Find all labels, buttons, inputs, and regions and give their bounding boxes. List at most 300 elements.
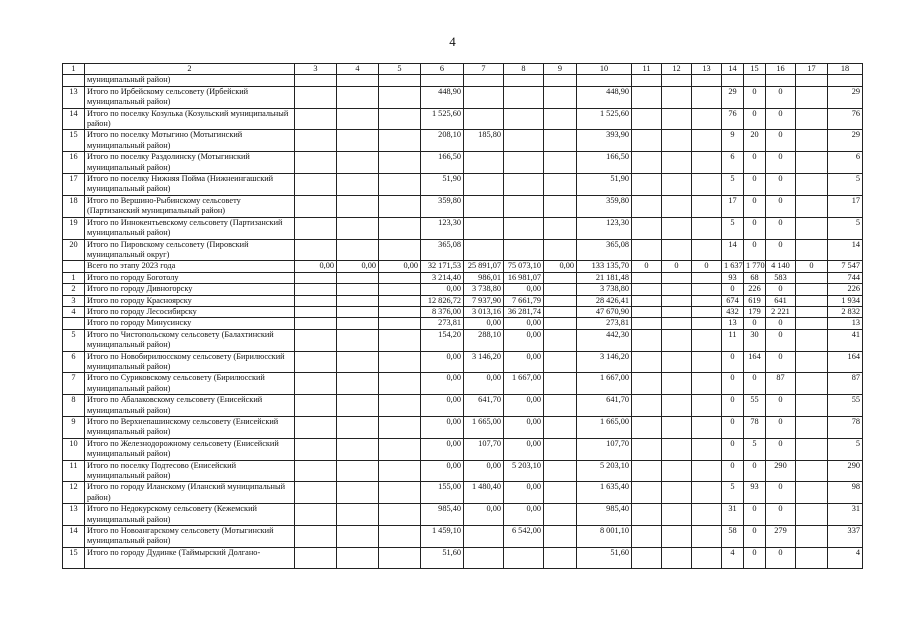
row-number — [63, 318, 85, 329]
cell-c18: 17 — [828, 195, 863, 217]
cell-c17 — [796, 351, 828, 373]
cell-c12 — [662, 75, 692, 86]
row-name: Итого по поселку Мотыгино (Мотыгинский муниципальный район) — [85, 130, 295, 152]
cell-c7: 0,00 — [464, 373, 504, 395]
cell-c4 — [337, 86, 379, 108]
cell-c6: 0,00 — [421, 438, 464, 460]
cell-c11 — [632, 152, 662, 174]
column-header: 10 — [577, 64, 632, 75]
cell-c16: 0 — [766, 217, 796, 239]
table-row — [63, 152, 863, 174]
cell-c10: 1 667,00 — [577, 373, 632, 395]
row-name: муниципальный район) — [85, 75, 295, 86]
cell-c17 — [796, 417, 828, 439]
row-number — [63, 261, 85, 272]
row-number: 4 — [63, 306, 85, 317]
table-row — [63, 482, 863, 504]
cell-c13 — [692, 373, 722, 395]
cell-c17 — [796, 329, 828, 351]
cell-c15: 0 — [744, 504, 766, 526]
cell-c4 — [337, 438, 379, 460]
cell-c9 — [544, 295, 577, 306]
cell-c7: 3 146,20 — [464, 351, 504, 373]
cell-c7: 1 480,40 — [464, 482, 504, 504]
row-name: Итого по Абалаковскому сельсовету (Енисейский муниципальный район) — [85, 395, 295, 417]
cell-c16: 0 — [766, 351, 796, 373]
cell-c16: 279 — [766, 526, 796, 548]
table-row — [63, 75, 863, 86]
cell-c7: 3 013,16 — [464, 306, 504, 317]
table-row — [63, 395, 863, 417]
cell-c10: 448,90 — [577, 86, 632, 108]
cell-c18: 76 — [828, 108, 863, 130]
cell-c11 — [632, 438, 662, 460]
cell-c11 — [632, 417, 662, 439]
cell-c12 — [662, 438, 692, 460]
cell-c12 — [662, 547, 692, 568]
table-row — [63, 195, 863, 217]
cell-c7 — [464, 217, 504, 239]
cell-c16: 2 221 — [766, 306, 796, 317]
cell-c13 — [692, 318, 722, 329]
cell-c6: 32 171,53 — [421, 261, 464, 272]
cell-c3 — [295, 239, 337, 261]
cell-c12 — [662, 482, 692, 504]
cell-c12 — [662, 217, 692, 239]
cell-c4 — [337, 329, 379, 351]
cell-c4 — [337, 351, 379, 373]
cell-c16: 0 — [766, 329, 796, 351]
cell-c10: 51,60 — [577, 547, 632, 568]
cell-c6: 1 459,10 — [421, 526, 464, 548]
cell-c5 — [379, 75, 421, 86]
table-row — [63, 284, 863, 295]
cell-c5 — [379, 438, 421, 460]
cell-c15: 93 — [744, 482, 766, 504]
cell-c13 — [692, 239, 722, 261]
cell-c10: 359,80 — [577, 195, 632, 217]
cell-c14: 5 — [722, 217, 744, 239]
cell-c4 — [337, 239, 379, 261]
table-row — [63, 239, 863, 261]
cell-c14: 58 — [722, 526, 744, 548]
cell-c9 — [544, 217, 577, 239]
cell-c8: 0,00 — [504, 504, 544, 526]
cell-c5: 0,00 — [379, 261, 421, 272]
cell-c15: 78 — [744, 417, 766, 439]
cell-c11 — [632, 86, 662, 108]
cell-c14: 0 — [722, 373, 744, 395]
cell-c16: 0 — [766, 417, 796, 439]
cell-c5 — [379, 174, 421, 196]
cell-c18: 87 — [828, 373, 863, 395]
cell-c11 — [632, 395, 662, 417]
column-header: 1 — [63, 64, 85, 75]
cell-c13 — [692, 417, 722, 439]
table-row — [63, 504, 863, 526]
row-name: Итого по городу Красноярску — [85, 295, 295, 306]
column-header: 8 — [504, 64, 544, 75]
cell-c4 — [337, 306, 379, 317]
cell-c8: 0,00 — [504, 329, 544, 351]
page-number: 4 — [449, 34, 456, 49]
cell-c12 — [662, 318, 692, 329]
cell-c3 — [295, 329, 337, 351]
cell-c9 — [544, 284, 577, 295]
table-row — [63, 318, 863, 329]
cell-c8 — [504, 108, 544, 130]
row-number: 10 — [63, 438, 85, 460]
cell-c7: 0,00 — [464, 504, 504, 526]
cell-c18: 29 — [828, 86, 863, 108]
cell-c5 — [379, 482, 421, 504]
cell-c9 — [544, 373, 577, 395]
cell-c11 — [632, 108, 662, 130]
cell-c14 — [722, 75, 744, 86]
cell-c5 — [379, 395, 421, 417]
cell-c16: 0 — [766, 239, 796, 261]
cell-c8: 7 661,79 — [504, 295, 544, 306]
cell-c5 — [379, 272, 421, 283]
cell-c7 — [464, 75, 504, 86]
cell-c15: 0 — [744, 195, 766, 217]
cell-c14: 0 — [722, 284, 744, 295]
cell-c17 — [796, 438, 828, 460]
cell-c8 — [504, 86, 544, 108]
cell-c18: 337 — [828, 526, 863, 548]
cell-c13 — [692, 195, 722, 217]
cell-c15: 0 — [744, 86, 766, 108]
row-name: Итого по городу Минусинску — [85, 318, 295, 329]
cell-c17 — [796, 195, 828, 217]
table-row — [63, 460, 863, 482]
cell-c5 — [379, 306, 421, 317]
cell-c16: 0 — [766, 482, 796, 504]
cell-c18: 13 — [828, 318, 863, 329]
cell-c15: 0 — [744, 239, 766, 261]
cell-c13 — [692, 351, 722, 373]
column-header: 16 — [766, 64, 796, 75]
cell-c8 — [504, 130, 544, 152]
cell-c10: 393,90 — [577, 130, 632, 152]
cell-c8: 0,00 — [504, 284, 544, 295]
cell-c5 — [379, 108, 421, 130]
cell-c13 — [692, 504, 722, 526]
cell-c10: 442,30 — [577, 329, 632, 351]
row-name: Итого по Верхнепашинскому сельсовету (Енисейский муниципальный район) — [85, 417, 295, 439]
cell-c12 — [662, 174, 692, 196]
cell-c6: 359,80 — [421, 195, 464, 217]
cell-c6: 51,60 — [421, 547, 464, 568]
cell-c4 — [337, 504, 379, 526]
row-name: Итого по городу Лесосибирску — [85, 306, 295, 317]
cell-c6: 3 214,40 — [421, 272, 464, 283]
cell-c15: 5 — [744, 438, 766, 460]
row-name: Итого по Суриковскому сельсовету (Бирилюсский муниципальный район) — [85, 373, 295, 395]
cell-c11 — [632, 547, 662, 568]
cell-c18: 5 — [828, 438, 863, 460]
cell-c15: 0 — [744, 217, 766, 239]
row-number: 11 — [63, 460, 85, 482]
row-number: 18 — [63, 195, 85, 217]
row-name: Итого по Новоангарскому сельсовету (Мотыгинский муниципальный район) — [85, 526, 295, 548]
cell-c6: 985,40 — [421, 504, 464, 526]
cell-c7: 185,80 — [464, 130, 504, 152]
cell-c3 — [295, 373, 337, 395]
cell-c8: 0,00 — [504, 395, 544, 417]
cell-c9 — [544, 130, 577, 152]
cell-c12 — [662, 504, 692, 526]
cell-c14: 93 — [722, 272, 744, 283]
cell-c9 — [544, 195, 577, 217]
header-row — [63, 64, 863, 75]
row-number: 6 — [63, 351, 85, 373]
cell-c7 — [464, 526, 504, 548]
cell-c6: 8 376,00 — [421, 306, 464, 317]
row-name: Итого по Новобирилюсскому сельсовету (Бирилюсский муниципальный район) — [85, 351, 295, 373]
cell-c14: 5 — [722, 482, 744, 504]
row-number: 16 — [63, 152, 85, 174]
row-number: 14 — [63, 108, 85, 130]
cell-c8 — [504, 239, 544, 261]
row-name: Итого по городу Дудинке (Таймырский Долгано- — [85, 547, 295, 568]
cell-c16: 0 — [766, 547, 796, 568]
cell-c9 — [544, 239, 577, 261]
cell-c9 — [544, 75, 577, 86]
cell-c4 — [337, 460, 379, 482]
cell-c17 — [796, 130, 828, 152]
cell-c18: 290 — [828, 460, 863, 482]
cell-c12 — [662, 86, 692, 108]
cell-c16: 583 — [766, 272, 796, 283]
cell-c7: 0,00 — [464, 460, 504, 482]
cell-c3 — [295, 272, 337, 283]
cell-c9 — [544, 108, 577, 130]
cell-c8: 75 073,10 — [504, 261, 544, 272]
cell-c13 — [692, 108, 722, 130]
cell-c17 — [796, 284, 828, 295]
cell-c7: 7 937,90 — [464, 295, 504, 306]
table-row — [63, 438, 863, 460]
cell-c7: 0,00 — [464, 318, 504, 329]
cell-c7: 3 738,80 — [464, 284, 504, 295]
cell-c9: 0,00 — [544, 261, 577, 272]
cell-c14: 0 — [722, 460, 744, 482]
cell-c13 — [692, 295, 722, 306]
cell-c15: 0 — [744, 152, 766, 174]
column-header: 14 — [722, 64, 744, 75]
cell-c12 — [662, 417, 692, 439]
cell-c15: 55 — [744, 395, 766, 417]
row-number — [63, 75, 85, 86]
cell-c14: 0 — [722, 351, 744, 373]
cell-c4 — [337, 417, 379, 439]
cell-c3 — [295, 417, 337, 439]
cell-c6: 0,00 — [421, 417, 464, 439]
cell-c3 — [295, 547, 337, 568]
cell-c4 — [337, 547, 379, 568]
cell-c14: 0 — [722, 438, 744, 460]
cell-c15: 179 — [744, 306, 766, 317]
cell-c12 — [662, 239, 692, 261]
cell-c17 — [796, 318, 828, 329]
cell-c3 — [295, 195, 337, 217]
table-row — [63, 417, 863, 439]
cell-c9 — [544, 395, 577, 417]
cell-c17 — [796, 526, 828, 548]
row-number: 15 — [63, 130, 85, 152]
cell-c16: 0 — [766, 195, 796, 217]
cell-c14: 0 — [722, 417, 744, 439]
table-row — [63, 272, 863, 283]
cell-c6: 273,81 — [421, 318, 464, 329]
cell-c6: 123,30 — [421, 217, 464, 239]
cell-c13 — [692, 174, 722, 196]
cell-c8 — [504, 75, 544, 86]
row-name: Итого по поселку Подтесово (Енисейский муниципальный район) — [85, 460, 295, 482]
cell-c11 — [632, 295, 662, 306]
cell-c10: 28 426,41 — [577, 295, 632, 306]
cell-c6: 0,00 — [421, 395, 464, 417]
cell-c18: 1 934 — [828, 295, 863, 306]
cell-c8: 5 203,10 — [504, 460, 544, 482]
cell-c5 — [379, 373, 421, 395]
cell-c11 — [632, 306, 662, 317]
cell-c12 — [662, 351, 692, 373]
cell-c10: 273,81 — [577, 318, 632, 329]
cell-c10: 47 670,90 — [577, 306, 632, 317]
column-header: 9 — [544, 64, 577, 75]
cell-c13 — [692, 526, 722, 548]
cell-c6: 1 525,60 — [421, 108, 464, 130]
cell-c9 — [544, 306, 577, 317]
cell-c7: 641,70 — [464, 395, 504, 417]
cell-c17 — [796, 174, 828, 196]
table-row — [63, 261, 863, 272]
cell-c13 — [692, 284, 722, 295]
cell-c9 — [544, 86, 577, 108]
cell-c8 — [504, 217, 544, 239]
cell-c6: 365,08 — [421, 239, 464, 261]
cell-c16: 0 — [766, 86, 796, 108]
cell-c18: 14 — [828, 239, 863, 261]
cell-c14: 0 — [722, 395, 744, 417]
cell-c17 — [796, 306, 828, 317]
cell-c7 — [464, 547, 504, 568]
cell-c10: 107,70 — [577, 438, 632, 460]
cell-c16 — [766, 75, 796, 86]
table-row — [63, 174, 863, 196]
cell-c11 — [632, 351, 662, 373]
cell-c7: 1 665,00 — [464, 417, 504, 439]
table-row — [63, 329, 863, 351]
table-row — [63, 295, 863, 306]
cell-c5 — [379, 329, 421, 351]
cell-c11 — [632, 272, 662, 283]
cell-c18: 98 — [828, 482, 863, 504]
column-header: 7 — [464, 64, 504, 75]
cell-c18: 41 — [828, 329, 863, 351]
cell-c4 — [337, 482, 379, 504]
cell-c13 — [692, 329, 722, 351]
cell-c13 — [692, 217, 722, 239]
cell-c13 — [692, 438, 722, 460]
column-header: 12 — [662, 64, 692, 75]
cell-c18 — [828, 75, 863, 86]
cell-c10 — [577, 75, 632, 86]
cell-c3 — [295, 75, 337, 86]
cell-c4 — [337, 526, 379, 548]
cell-c9 — [544, 174, 577, 196]
row-number: 20 — [63, 239, 85, 261]
row-number: 5 — [63, 329, 85, 351]
row-number: 3 — [63, 295, 85, 306]
cell-c5 — [379, 284, 421, 295]
cell-c7 — [464, 195, 504, 217]
row-number: 13 — [63, 86, 85, 108]
cell-c17 — [796, 86, 828, 108]
cell-c9 — [544, 152, 577, 174]
cell-c18: 2 832 — [828, 306, 863, 317]
cell-c11 — [632, 373, 662, 395]
cell-c17 — [796, 108, 828, 130]
cell-c4 — [337, 217, 379, 239]
cell-c16: 0 — [766, 395, 796, 417]
cell-c10: 985,40 — [577, 504, 632, 526]
cell-c18: 164 — [828, 351, 863, 373]
cell-c10: 1 525,60 — [577, 108, 632, 130]
cell-c7 — [464, 108, 504, 130]
cell-c3 — [295, 504, 337, 526]
cell-c5 — [379, 547, 421, 568]
table-row — [63, 217, 863, 239]
cell-c8: 0,00 — [504, 482, 544, 504]
cell-c17 — [796, 152, 828, 174]
cell-c4 — [337, 272, 379, 283]
cell-c4 — [337, 284, 379, 295]
cell-c8: 0,00 — [504, 318, 544, 329]
cell-c16: 0 — [766, 108, 796, 130]
cell-c3 — [295, 351, 337, 373]
cell-c8: 0,00 — [504, 351, 544, 373]
cell-c8 — [504, 547, 544, 568]
cell-c3 — [295, 152, 337, 174]
cell-c16: 0 — [766, 438, 796, 460]
row-number: 9 — [63, 417, 85, 439]
cell-c15: 0 — [744, 108, 766, 130]
cell-c17 — [796, 460, 828, 482]
cell-c12 — [662, 460, 692, 482]
cell-c8: 0,00 — [504, 438, 544, 460]
cell-c11 — [632, 239, 662, 261]
cell-c17 — [796, 75, 828, 86]
cell-c4 — [337, 152, 379, 174]
table-row — [63, 108, 863, 130]
cell-c3 — [295, 86, 337, 108]
cell-c11 — [632, 460, 662, 482]
cell-c15: 1 770 — [744, 261, 766, 272]
cell-c4 — [337, 75, 379, 86]
cell-c12 — [662, 284, 692, 295]
cell-c10: 51,90 — [577, 174, 632, 196]
cell-c10: 365,08 — [577, 239, 632, 261]
row-number: 15 — [63, 547, 85, 568]
cell-c14: 11 — [722, 329, 744, 351]
cell-c16: 641 — [766, 295, 796, 306]
cell-c14: 6 — [722, 152, 744, 174]
cell-c12 — [662, 152, 692, 174]
cell-c9 — [544, 417, 577, 439]
